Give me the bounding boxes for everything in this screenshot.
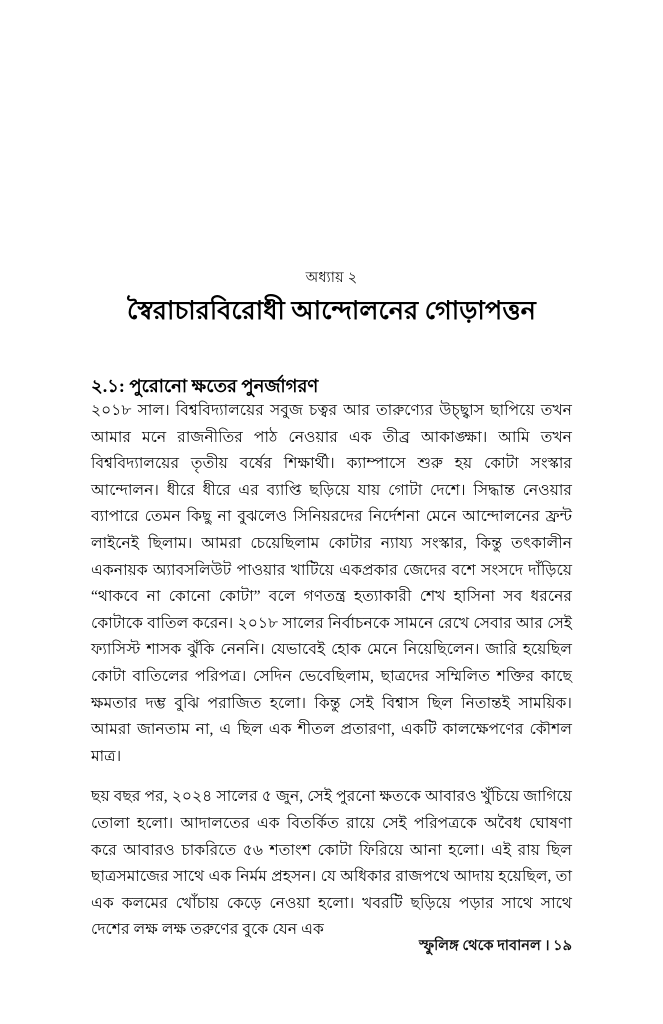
chapter-title: স্বৈরাচারবিরোধী আন্দোলনের গোড়াপত্তন — [127, 296, 536, 325]
chapter-header — [91, 268, 572, 345]
section-heading: ২.১: পুরোনো ক্ষতের পুনর্জাগরণ — [91, 375, 319, 396]
body-copy — [91, 398, 572, 944]
body-paragraph: ছয় বছর পর, ২০২৪ সালের ৫ জুন, সেই পুরনো ক্ষতকে আবারও খুঁচিয়ে জাগিয়ে তোলা হলো। আদালতের এক বিতর্কিত রায়ে সেই পরিপত্রকে অবৈধ ঘোষণা করে আবারও চাকরিতে ৫৬ শতাংশ কোটা ফিরিয়ে আনা হলো। এই রায় ছিল ছাত্রসমাজের সাথে এক নির্মম প্রহসন। যে অধিকার রাজপথে আদায় হয়েছিল, তা এক কলমের খোঁচায় কেড়ে নেওয়া হলো। খবরটি ছড়িয়ে পড়ার সাথে সাথে দেশের লক্ষ লক্ষ তরুণের বুকে যেন এক — [91, 788, 572, 939]
page-footer: স্ফুলিঙ্গ থেকে দাবানল । ১৯ — [418, 938, 572, 954]
body-paragraph: ২০১৮ সাল। বিশ্ববিদ্যালয়ের সবুজ চত্বর আর তারুণ্যের উচ্ছ্বাস ছাপিয়ে তখন আমার মনে রাজনীতির পাঠ নেওয়ার এক তীব্র আকাঙ্ক্ষা। আমি তখন বিশ্ববিদ্যালয়ের তৃতীয় বর্ষের শিক্ষার্থী। ক্যাম্পাসে শুরু হয় কোটা সংস্কার আন্দোলন। ধীরে ধীরে এর ব্যাপ্তি ছড়িয়ে যায় গোটা দেশে। সিদ্ধান্ত নেওয়ার ব্যাপারে তেমন কিছু না বুঝলেও সিনিয়রদের নির্দেশনা মেনে আন্দোলনের ফ্রন্ট লাইনেই ছিলাম। আমরা চেয়েছিলাম কোটার ন্যায্য সংস্কার, কিন্তু তৎকালীন একনায়ক অ্যাবসলিউট পাওয়ার খাটিয়ে একপ্রকার জেদের বশে সংসদে দাঁড়িয়ে “থাকবে না কোনো কোটা” বলে গণতন্ত্র হত্যাকারী শেখ হাসিনা সব ধরনের কোটাকে বাতিল করেন। ২০১৮ সালের নির্বাচনকে সামনে রেখে সেবার আর সেই ফ্যাসিস্ট শাসক ঝুঁকি নেননি। যেভাবেই হোক মেনে নিয়েছিলেন। জারি হয়েছিল কোটা বাতিলের পরিপত্র। সেদিন ভেবেছিলাম, ছাত্রদের সম্মিলিত শক্তির কাছে ক্ষমতার দম্ভ বুঝি পরাজিত হলো। কিন্তু সেই বিশ্বাস ছিল নিতান্তই সাময়িক। আমরা জানতাম না, এ ছিল এক শীতল প্রতারণা, একটি কালক্ষেপণের কৌশল মাত্র। — [91, 402, 572, 765]
chapter-label: অধ্যায় ২ — [305, 270, 358, 286]
